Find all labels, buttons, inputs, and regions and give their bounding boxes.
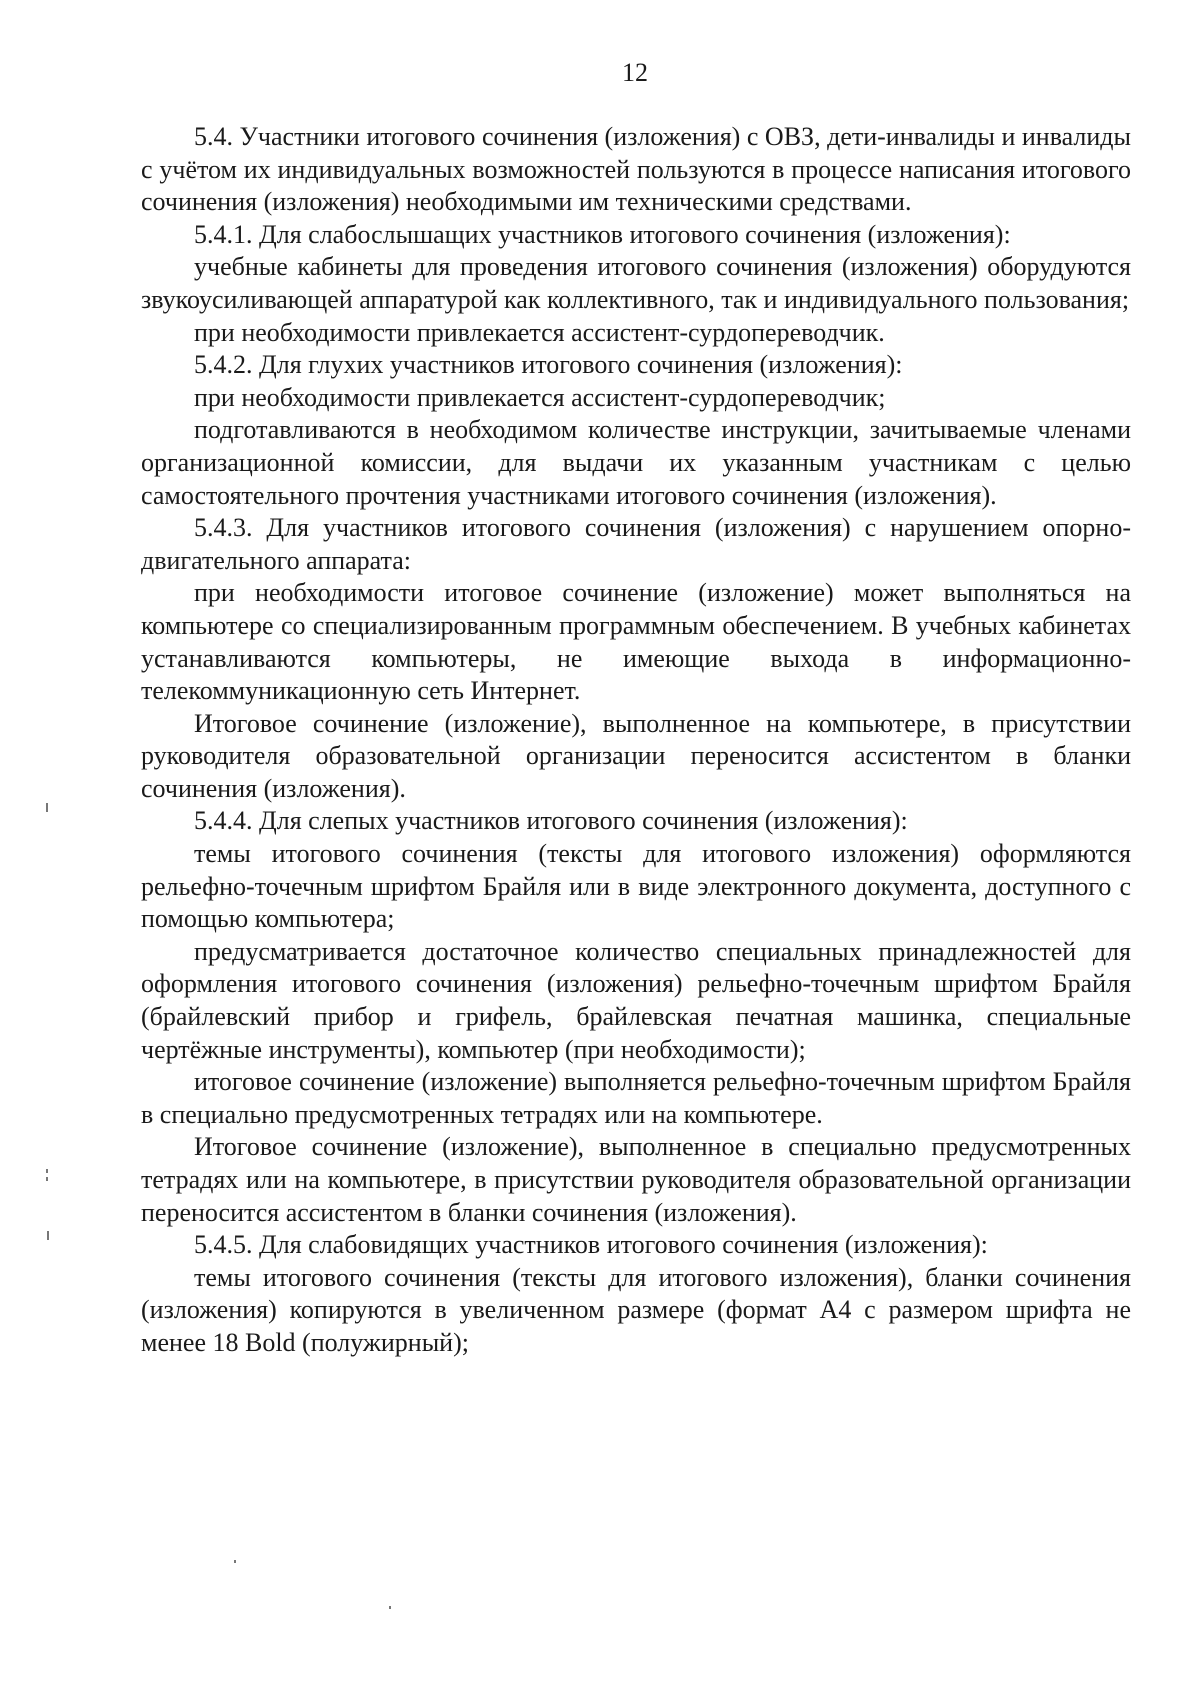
page-number: 12	[622, 58, 648, 87]
paragraph-5-4-5: 5.4.5. Для слабовидящих участников итогового сочинения (изложения):	[194, 1230, 988, 1260]
document-body	[141, 121, 1131, 1360]
paragraph: Итоговое сочинение (изложение), выполненное на компьютере, в присутствии руководителя образовательной организации переносится ассистентом в бланки сочинения (изложения).	[141, 708, 1131, 803]
paragraph-5-4-3: 5.4.3. Для участников итогового сочинения (изложения) с нарушением опорно-двигательного аппарата:	[141, 513, 1131, 575]
paragraph: итоговое сочинение (изложение) выполняется рельефно-точечным шрифтом Брайля в специально предусмотренных тетрадях или на компьютере.	[141, 1067, 1131, 1129]
scan-mark	[46, 1169, 48, 1173]
paragraph-5-4-2: 5.4.2. Для глухих участников итогового сочинения (изложения):	[194, 350, 903, 380]
paragraph: Итоговое сочинение (изложение), выполненное в специально предусмотренных тетрадях или на компьютере, в присутствии руководителя образовательной организации переносится ассистентом в бланки сочинения (изложения).	[141, 1132, 1131, 1227]
paragraph: подготавливаются в необходимом количестве инструкции, зачитываемые членами организационной комиссии, для выдачи их указанным участникам с целью самостоятельного прочтения участниками итогового сочинения (изложения).	[141, 415, 1131, 510]
paragraph-5-4: 5.4. Участники итогового сочинения (изложения) с ОВЗ, дети-инвалиды и инвалиды с учётом их индивидуальных возможностей пользуются в процессе написания итогового сочинения (изложения) необходимыми им техническими средствами.	[141, 122, 1131, 217]
paragraph: при необходимости привлекается ассистент-сурдопереводчик;	[194, 382, 886, 412]
scan-mark	[234, 1560, 236, 1563]
paragraph: при необходимости итоговое сочинение (изложение) может выполняться на компьютере со специализированным программным обеспечением. В учебных кабинетах устанавливаются компьютеры, не имеющие выхода в информационно-телекоммуникационную сеть Интернет.	[141, 578, 1131, 706]
scan-mark	[46, 803, 48, 812]
paragraph: темы итогового сочинения (тексты для итогового изложения), бланки сочинения (изложения) копируются в увеличенном размере (формат А4 с размером шрифта не менее 18 Bold (полужирный);	[141, 1262, 1131, 1357]
scan-mark	[47, 1231, 49, 1240]
paragraph-5-4-1: 5.4.1. Для слабослышащих участников итогового сочинения (изложения):	[194, 219, 1011, 249]
paragraph: предусматривается достаточное количество специальных принадлежностей для оформления итогового сочинения (изложения) рельефно-точечным шрифтом Брайля (брайлевский прибор и грифель, брайлевская печатная машинка, специальные чертёжные инструменты), компьютер (при необходимости);	[141, 936, 1131, 1064]
paragraph-5-4-4: 5.4.4. Для слепых участников итогового сочинения (изложения):	[194, 806, 908, 836]
paragraph: темы итогового сочинения (тексты для итогового изложения) оформляются рельефно-точечным шрифтом Брайля или в виде электронного документа, доступного с помощью компьютера;	[141, 839, 1131, 934]
scan-mark	[46, 1177, 48, 1181]
paragraph: учебные кабинеты для проведения итогового сочинения (изложения) оборудуются звукоусиливающей аппаратурой как коллективного, так и индивидуального пользования;	[141, 252, 1131, 314]
paragraph: при необходимости привлекается ассистент-сурдопереводчик.	[194, 317, 885, 347]
scan-mark	[389, 1606, 391, 1609]
